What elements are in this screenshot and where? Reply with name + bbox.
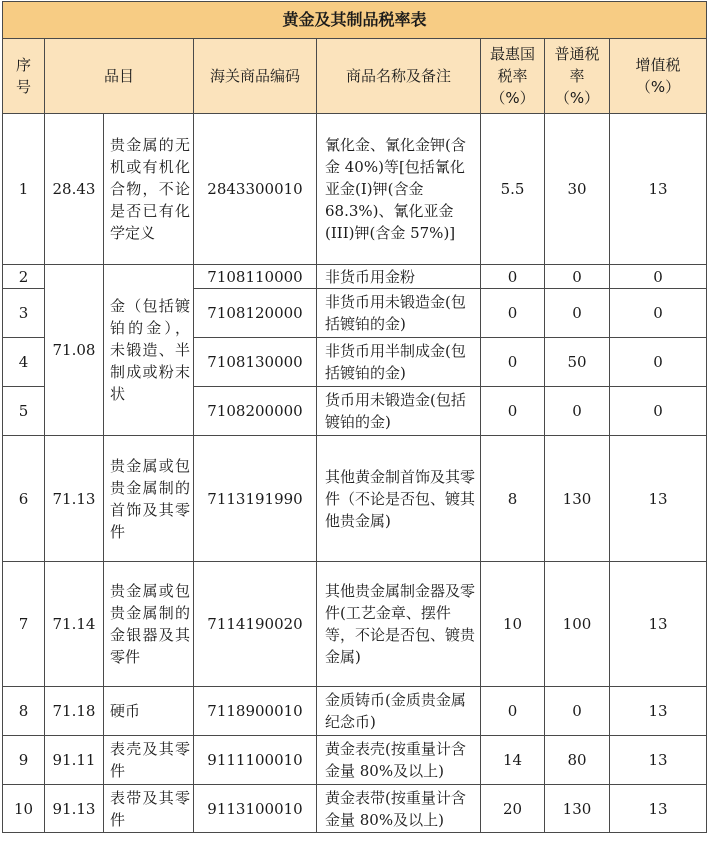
cell-general: 0: [545, 289, 610, 338]
cell-heading: 28.43: [45, 114, 104, 265]
cell-name: 非货币用未锻造金(包括镀铂的金): [317, 289, 481, 338]
tax-rate-table-container: [2, 1, 706, 833]
cell-seq: 5: [3, 387, 45, 436]
table-row: [3, 265, 707, 289]
table-row: [3, 785, 707, 833]
cell-mfn: 8: [481, 436, 545, 562]
cell-seq: 7: [3, 562, 45, 687]
cell-item: 硬币: [104, 687, 194, 736]
header-mfn-rate: 最惠国税率（%）: [481, 39, 545, 114]
cell-mfn: 20: [481, 785, 545, 833]
header-item: 品目: [45, 39, 194, 114]
cell-code: 7118900010: [194, 687, 317, 736]
cell-mfn: 0: [481, 289, 545, 338]
cell-vat: 0: [610, 387, 707, 436]
cell-vat: 13: [610, 736, 707, 785]
cell-mfn: 0: [481, 338, 545, 387]
cell-name: 氰化金、氰化金钾(含金 40%)等[包括氰化亚金(I)钾(含金 68.3%)、氰化亚金(III)钾(含金 57%)]: [317, 114, 481, 265]
header-general-rate: 普通税率（%）: [545, 39, 610, 114]
table-row: [3, 562, 707, 687]
cell-code: 7108130000: [194, 338, 317, 387]
cell-heading: 91.11: [45, 736, 104, 785]
cell-general: 100: [545, 562, 610, 687]
cell-heading: 71.08: [45, 265, 104, 436]
cell-general: 80: [545, 736, 610, 785]
cell-code: 7108200000: [194, 387, 317, 436]
table-title: 黄金及其制品税率表: [3, 2, 707, 39]
cell-vat: 13: [610, 114, 707, 265]
cell-code: 7113191990: [194, 436, 317, 562]
cell-code: 2843300010: [194, 114, 317, 265]
cell-name: 黄金表壳(按重量计含金量 80%及以上): [317, 736, 481, 785]
cell-seq: 6: [3, 436, 45, 562]
header-name: 商品名称及备注: [317, 39, 481, 114]
cell-seq: 4: [3, 338, 45, 387]
cell-code: 7114190020: [194, 562, 317, 687]
table-title-row: [3, 2, 707, 39]
cell-item: 金（包括镀铂的金），未锻造、半制成或粉末状: [104, 265, 194, 436]
cell-vat: 13: [610, 562, 707, 687]
cell-name: 黄金表带(按重量计含金量 80%及以上): [317, 785, 481, 833]
cell-heading: 91.13: [45, 785, 104, 833]
table-row: [3, 687, 707, 736]
cell-seq: 8: [3, 687, 45, 736]
cell-item: 表带及其零件: [104, 785, 194, 833]
cell-mfn: 0: [481, 687, 545, 736]
table-row: [3, 436, 707, 562]
cell-general: 0: [545, 265, 610, 289]
cell-mfn: 0: [481, 265, 545, 289]
gold-tax-rate-table: [2, 1, 707, 833]
cell-general: 50: [545, 338, 610, 387]
cell-vat: 13: [610, 785, 707, 833]
cell-name: 其他贵金属制金器及零件(工艺金章、摆件等，不论是否包、镀贵金属): [317, 562, 481, 687]
cell-code: 7108110000: [194, 265, 317, 289]
header-vat: 增值税（%）: [610, 39, 707, 114]
table-row: [3, 736, 707, 785]
cell-general: 130: [545, 436, 610, 562]
cell-general: 130: [545, 785, 610, 833]
cell-name: 非货币用半制成金(包括镀铂的金): [317, 338, 481, 387]
cell-vat: 0: [610, 338, 707, 387]
cell-vat: 0: [610, 289, 707, 338]
cell-code: 7108120000: [194, 289, 317, 338]
cell-seq: 10: [3, 785, 45, 833]
cell-heading: 71.18: [45, 687, 104, 736]
cell-seq: 9: [3, 736, 45, 785]
cell-vat: 13: [610, 436, 707, 562]
cell-item: 贵金属或包贵金属制的首饰及其零件: [104, 436, 194, 562]
table-row: [3, 114, 707, 265]
cell-code: 9113100010: [194, 785, 317, 833]
cell-name: 非货币用金粉: [317, 265, 481, 289]
cell-code: 9111100010: [194, 736, 317, 785]
header-seq: 序号: [3, 39, 45, 114]
cell-name: 金质铸币(金质贵金属纪念币): [317, 687, 481, 736]
cell-vat: 0: [610, 265, 707, 289]
cell-item: 贵金属或包贵金属制的金银器及其零件: [104, 562, 194, 687]
cell-mfn: 5.5: [481, 114, 545, 265]
cell-item: 表壳及其零件: [104, 736, 194, 785]
cell-mfn: 14: [481, 736, 545, 785]
cell-general: 0: [545, 387, 610, 436]
cell-general: 30: [545, 114, 610, 265]
cell-item: 贵金属的无机或有机化合物，不论是否已有化学定义: [104, 114, 194, 265]
cell-seq: 2: [3, 265, 45, 289]
cell-seq: 1: [3, 114, 45, 265]
cell-mfn: 0: [481, 387, 545, 436]
cell-mfn: 10: [481, 562, 545, 687]
cell-seq: 3: [3, 289, 45, 338]
cell-heading: 71.14: [45, 562, 104, 687]
cell-name: 其他黄金制首饰及其零件（不论是否包、镀其他贵金属): [317, 436, 481, 562]
cell-general: 0: [545, 687, 610, 736]
header-code: 海关商品编码: [194, 39, 317, 114]
cell-heading: 71.13: [45, 436, 104, 562]
cell-name: 货币用未锻造金(包括镀铂的金): [317, 387, 481, 436]
header-row: [3, 39, 707, 114]
cell-vat: 13: [610, 687, 707, 736]
